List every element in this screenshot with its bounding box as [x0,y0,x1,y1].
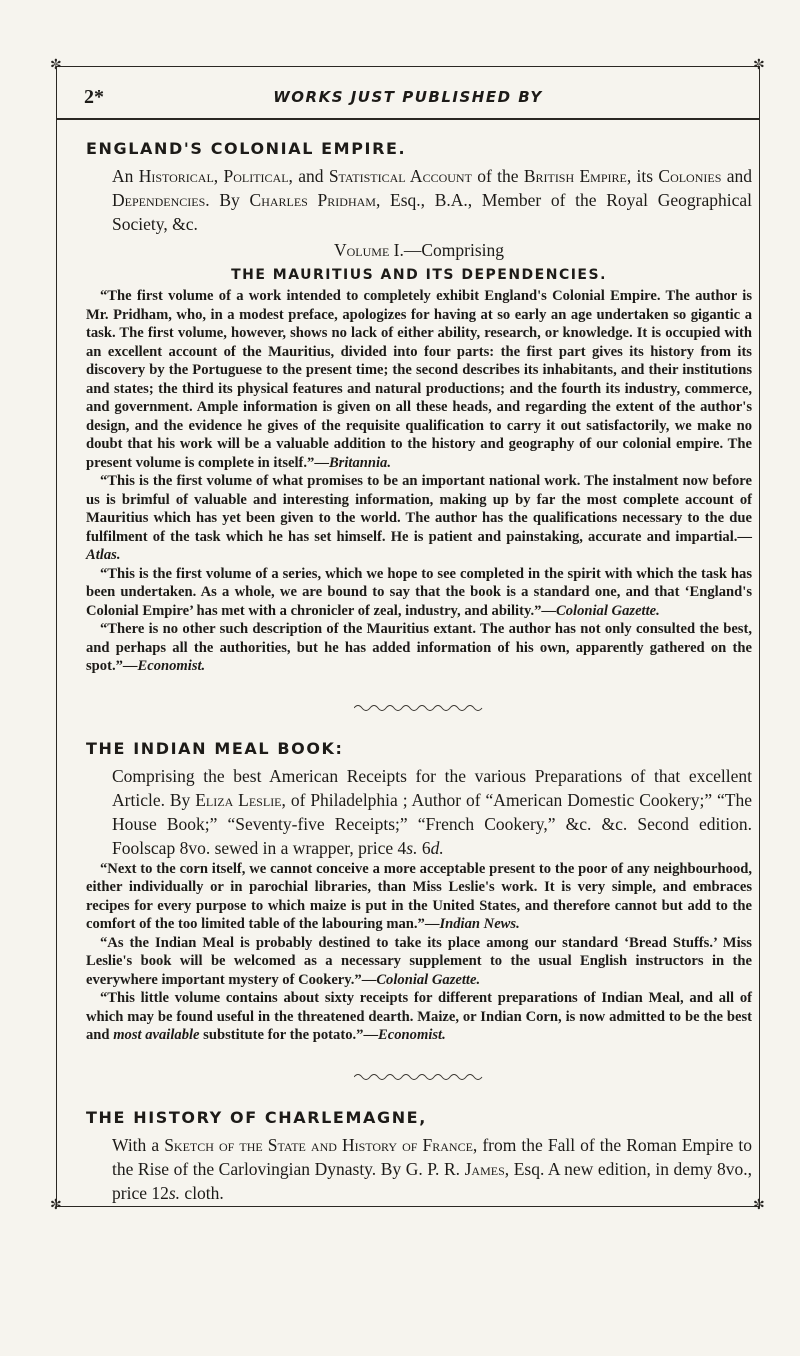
corner-ornament-icon: ✼ [753,1198,765,1213]
section-history-charlemagne [86,1107,752,1205]
text-run: Historical, Political, [138,166,293,186]
text-run: Esq., B.A., Member of the Royal Geographical Society, &c. [112,190,752,234]
quote-text: “Next to the corn itself, we cannot conceive a more acceptable present to the poor of any neighbourhood, either individually or in parochial libraries, than Miss Leslie's work. It is very simple, and embraces recipes for every purpose to which maize is put in the United States, and therefore cannot but add to the comfort of the too limited table of the labouring man.”— [86,860,752,932]
volume-subtitle: THE MAURITIUS AND ITS DEPENDENCIES. [231,267,607,283]
running-head: WORKS JUST PUBLISHED BY [273,88,543,106]
page-header [56,86,760,114]
book-description [112,1133,752,1205]
page-number: 2* [84,86,104,108]
quote-text: “As the Indian Meal is probably destined to take its place among our standard ‘Bread Stuffs.’ Miss Leslie's book will be welcomed as a necessary supplement to the usual English instructors in the everywhere important mystery of Cookery.”— [86,934,752,988]
volume-line [86,238,752,262]
quote-source: Colonial Gazette. [376,971,481,988]
section-title: ENGLAND'S COLONIAL EMPIRE. [86,139,407,158]
text-run: from the Fall of the Roman Empire to the Rise of the Carlovingian Dynasty. By G. P. R. [112,1134,753,1179]
quote-text: substitute for the potato.”— [199,1027,379,1043]
section-colonial-empire [86,138,752,676]
quote-text: “There is no other such description of the Mauritius extant. The author has not only consulted the best, and perhaps all the authorities, but he has added information of his own, apparently gathered on the spot.”— [86,621,752,674]
wavy-divider-icon [354,703,484,713]
text-run: Volume [333,240,390,260]
text-run: An [112,166,139,186]
review-quote [86,860,752,934]
book-description [112,164,752,236]
quote-emphasis: most available [113,1027,200,1043]
text-run: James, [464,1158,510,1179]
text-run: 6 [417,837,431,858]
review-quote [86,472,752,565]
quote-text: “This is the first volume of what promises to be an important national work. The instalment now before us is brimful of valuable and interesting information, making up by far the most complete account of Mauritius which has yet been given to the world. The author has the qualifications necessary to the due fulfilment of the task which he has set himself. He is patient and painstaking, accurate and impartial.— [86,473,752,545]
corner-ornament-icon: ✼ [50,1198,62,1213]
text-run: its [631,166,659,186]
quote-source: Indian News. [439,916,520,932]
text-run: British Empire, [523,166,632,186]
content [86,138,752,1205]
quote-source: Atlas. [86,547,121,563]
text-run: Charles Pridham, [249,190,381,210]
book-description [112,764,752,860]
corner-ornament-icon: ✼ [753,58,765,73]
text-run: cloth. [180,1182,224,1203]
review-quote [86,934,752,990]
text-run: and [721,166,752,186]
text-run: s. [168,1182,181,1203]
text-run: With a [112,1134,165,1155]
quote-source: Colonial Gazette. [556,602,660,619]
text-run: and [292,166,329,186]
review-quote [86,287,752,472]
text-run: By [209,190,250,210]
text-run: Sketch of the State and History of France, [164,1134,478,1155]
section-indian-meal-book [86,738,752,1045]
wavy-divider [86,700,752,714]
text-run: s. [406,837,418,858]
wavy-divider [86,1069,752,1083]
text-run: of the [471,166,524,186]
wavy-divider-icon [354,1072,484,1082]
section-title: THE HISTORY OF CHARLEMAGNE, [86,1107,427,1127]
text-run: Colonies [658,166,722,186]
quote-text: “This is the first volume of a series, which we hope to see completed in the spirit with which the task has been undertaken. As a whole, we are bound to say that the book is a standard one, and that ‘England's Colonial Empire’ has met with a chronicler of zeal, industry, and ability.”— [86,565,752,619]
text-run: Comprising the best American Receipts for the various Preparations of that excellent Article. By [112,765,752,810]
quote-source: Economist. [137,658,206,674]
quote-text: “The first volume of a work intended to completely exhibit England's Colonial Empire. The author is Mr. Pridham, who, in a modest preface, apologizes for having at so early an age undertaken so gigantic a task. The first volume, however, shows no lack of either ability, research, or knowledge. It is occupied with an excellent account of the Mauritius, divided into four parts: the first part gives its history from its discovery by the Portuguese to the present time; the second describes its inhabitants, and their institutions and states; the third its physical features and natural productions; and the fourth its industry, commerce, and government. Ample information is given on all these heads, and regarding the extent of the author's design, and the evidence he gives of the requisite qualification to carry it out satisfactorily, we make no doubt that his work will be a valuable addition to the history and geography of our colonial empire. The present volume is complete in itself.”— [86,288,752,471]
corner-ornament-icon: ✼ [50,58,62,73]
review-quote [86,989,752,1045]
review-quote [86,620,752,676]
text-run: Dependencies. [112,190,210,210]
section-title: THE INDIAN MEAL BOOK: [86,738,344,758]
quote-source: Britannia. [328,454,391,471]
text-run: d. [430,837,444,858]
header-rule [56,118,760,120]
quote-source: Economist. [378,1027,446,1043]
review-quote [86,565,752,621]
text-run: I.—Comprising [389,240,505,260]
text-run: Eliza Leslie, [195,789,286,810]
text-run: Statistical Account [328,166,472,186]
text-run: of Philadelphia ; Author of “American Domestic Cookery;” “The House Book;” “Seventy-five Receipts;” “French Cookery,” &c. &c. Second edition. Foolscap 8vo. sewed in a wrapper, price 4 [112,789,753,858]
text-run: Esq. A new edition, in demy 8vo., price 12 [112,1158,752,1203]
quote-text: “This little volume contains about sixty receipts for different preparations of Indian Meal, and all of which may be found useful in the threatened dearth. Maize, or Indian Corn, is now admitted to be the best and [86,990,752,1043]
